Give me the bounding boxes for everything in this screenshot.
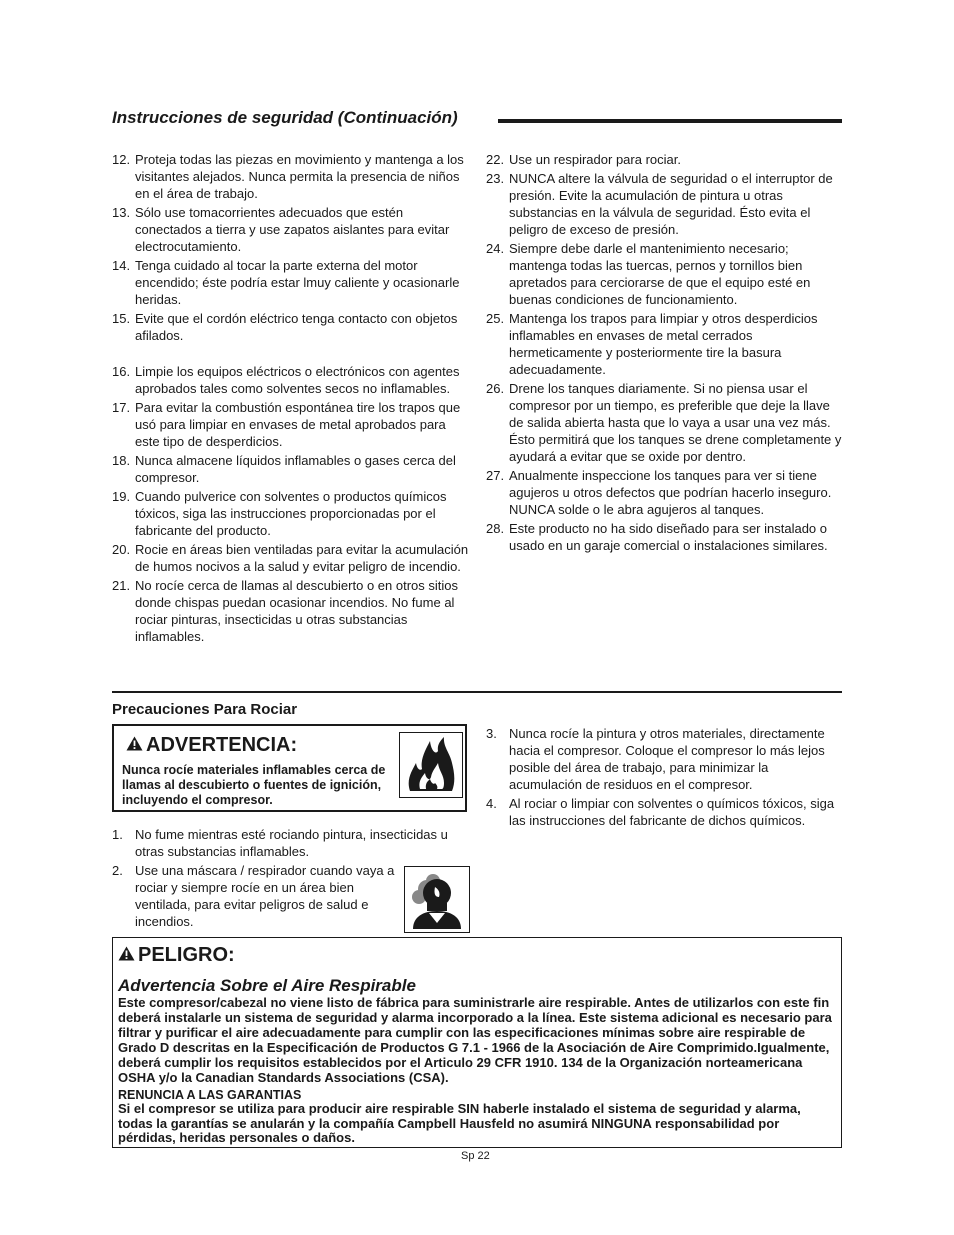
item-number: 12. [112, 152, 131, 167]
list-item [112, 363, 472, 397]
item-number: 24. [486, 241, 505, 256]
item-text: Cuando pulverice con solventes o productos químicos tóxicos, siga las instrucciones proporcionadas por el fabricante del producto. [135, 489, 447, 538]
safety-list-left [112, 151, 472, 647]
item-text: Siempre debe darle el mantenimiento necesario; mantenga todas las tuercas, pernos y tornillos bien apretados para cerciorarse de que el equipo esté en buenas condiciones de funcionamiento. [509, 241, 811, 307]
warning-text: Nunca rocíe materiales inflamables cerca de llamas al descubierto o fuentes de ignición, incluyendo el compresor. [122, 763, 386, 807]
item-number: 21. [112, 578, 131, 593]
section-divider [112, 691, 842, 693]
danger-box [112, 937, 842, 1148]
list-item [486, 520, 842, 554]
item-text: Use una máscara / respirador cuando vaya a rociar y siempre rocíe en un área bien ventilada, para evitar peligros de salud e incendios. [135, 863, 395, 929]
item-number: 13. [112, 205, 131, 220]
item-text: Al rociar o limpiar con solventes o químicos tóxicos, siga las instrucciones del fabricante de dichos químicos. [509, 796, 835, 828]
list-item [112, 257, 472, 308]
list-item [486, 380, 842, 465]
danger-heading [118, 944, 235, 967]
list-item [486, 151, 842, 168]
list-item [112, 577, 472, 645]
warranty-text: Si el compresor se utiliza para producir aire respirable SIN haberle instalado el sistema de seguridad y alarma, todas la garantías se anularán y la compañía Campbell Hausfeld no asumirá NINGUNA responsabilidad por pérdidas, heridas personales o daños. [118, 1101, 801, 1145]
warning-box [112, 724, 467, 812]
list-item [486, 467, 842, 518]
item-number: 1. [112, 827, 123, 842]
item-text: No fume mientras esté rociando pintura, insecticidas u otras substancias inflamables. [135, 827, 448, 859]
warning-triangle-icon [118, 944, 135, 967]
respirator-mask-icon [404, 866, 470, 933]
page-number: Sp 22 [461, 1150, 490, 1162]
item-text: Mantenga los trapos para limpiar y otros desperdicios inflamables en envases de metal cerrados hermeticamente y posteriormente tire la basura adecuadamente. [509, 311, 818, 377]
item-number: 17. [112, 400, 131, 415]
item-number: 28. [486, 521, 505, 536]
item-text: Use un respirador para rociar. [509, 152, 681, 167]
list-item [486, 240, 842, 308]
warning-label: ADVERTENCIA: [146, 734, 298, 756]
item-text: Nunca rocíe la pintura y otros materiales, directamente hacia el compresor. Coloque el compresor lo más lejos posible del área de trabajo, para minimizar la acumulación de residuos en el compresor. [509, 726, 825, 792]
list-item [112, 399, 472, 450]
item-text: Drene los tanques diariamente. Si no piensa usar el compresor por un tiempo, es preferible que deje la llave de salida abierta hasta que lo vaya a usar una vez más. Ésto permitirá que los tanques se drene completamente y ayudará a evitar que se oxide por dentro. [509, 381, 842, 464]
danger-text: Este compresor/cabezal no viene listo de fábrica para suministrarle aire respirable. Antes de utilizarlos con este fin deberá instalarle un sistema de seguridad y alarma incorporado a la línea. Este sistema adicional es necesario para filtrar y purificar el aire adecuadamente para cumplir con las especificaciones mínimas sobre aire respirable de Grado D descritas en la Especificación de Productos G 7.1 - 1966 de la Asociación de Aire Comprimido.Igualmente, deberá cumplir los requisitos establecidos por el Articulo 29 CFR 1910. 134 de la Organización norteamericana OSHA y/o la Canadian Standards Associations (CSA). [118, 995, 832, 1085]
warning-triangle-icon [126, 734, 143, 757]
danger-subtitle: Advertencia Sobre el Aire Respirable [118, 976, 416, 995]
fire-icon [399, 732, 463, 798]
warning-heading [126, 734, 297, 757]
list-item [486, 795, 842, 829]
item-text: Sólo use tomacorrientes adecuados que estén conectados a tierra y use zapatos aislantes para evitar electrocutamiento. [135, 205, 450, 254]
list-item [112, 488, 472, 539]
item-text: No rocíe cerca de llamas al descubierto o en otros sitios donde chispas puedan ocasionar incendios. No fume al rociar pinturas, insecticidas u otras substancias inflamables. [135, 578, 458, 644]
list-item [486, 170, 842, 238]
list-item [486, 310, 842, 378]
item-number: 25. [486, 311, 505, 326]
item-number: 23. [486, 171, 505, 186]
warranty-heading: RENUNCIA A LAS GARANTIAS [118, 1088, 302, 1102]
list-item [112, 862, 400, 930]
item-text: Proteja todas las piezas en movimiento y mantenga a los visitantes alejados. Nunca permita la presencia de niños en el área de trabajo. [135, 152, 464, 201]
section-heading: Precauciones Para Rociar [112, 701, 298, 718]
danger-label: PELIGRO: [138, 944, 235, 966]
item-text: Rocie en áreas bien ventiladas para evitar la acumulación de humos nocivos a la salud y evitar peligro de incendio. [135, 542, 469, 574]
item-text: Evite que el cordón eléctrico tenga contacto con objetos afilados. [135, 311, 458, 343]
item-number: 3. [486, 726, 497, 741]
item-number: 14. [112, 258, 131, 273]
item-number: 15. [112, 311, 131, 326]
title-rule [498, 119, 842, 123]
list-item [112, 826, 472, 860]
item-text: Limpie los equipos eléctricos o electrónicos con agentes aprobados tales como solventes secos no inflamables. [135, 364, 460, 396]
safety-list-right [486, 151, 842, 556]
page-title: Instrucciones de seguridad (Continuación) [112, 108, 458, 127]
item-number: 22. [486, 152, 505, 167]
item-text: Anualmente inspeccione los tanques para ver si tiene agujeros u otros defectos que podrían hacerlo inseguro. NUNCA solde o le abra agujeros al tanques. [509, 468, 832, 517]
item-number: 18. [112, 453, 131, 468]
item-text: Para evitar la combustión espontánea tire los trapos que usó para limpiar en envases de metal aprobados para este tipo de desperdicios. [135, 400, 461, 449]
item-number: 4. [486, 796, 497, 811]
list-item [112, 204, 472, 255]
spray-list-right [486, 725, 842, 831]
list-item [112, 541, 472, 575]
item-text: Este producto no ha sido diseñado para ser instalado o usado en un garaje comercial o instalaciones similares. [509, 521, 828, 553]
list-item [486, 725, 842, 793]
item-text: Nunca almacene líquidos inflamables o gases cerca del compresor. [135, 453, 456, 485]
item-number: 26. [486, 381, 505, 396]
item-number: 2. [112, 863, 123, 878]
list-item [112, 151, 472, 202]
item-text: Tenga cuidado al tocar la parte externa del motor encendido; éste podría estar lmuy caliente y ocasionarle heridas. [135, 258, 460, 307]
item-number: 20. [112, 542, 131, 557]
item-number: 16. [112, 364, 131, 379]
item-number: 19. [112, 489, 131, 504]
list-item [112, 310, 472, 344]
item-text: NUNCA altere la válvula de seguridad o el interruptor de presión. Evite la acumulación de pintura u otras substancias en la válvula de seguridad. Ésto evita el peligro de exceso de presión. [509, 171, 833, 237]
list-item [112, 452, 472, 486]
item-number: 27. [486, 468, 505, 483]
